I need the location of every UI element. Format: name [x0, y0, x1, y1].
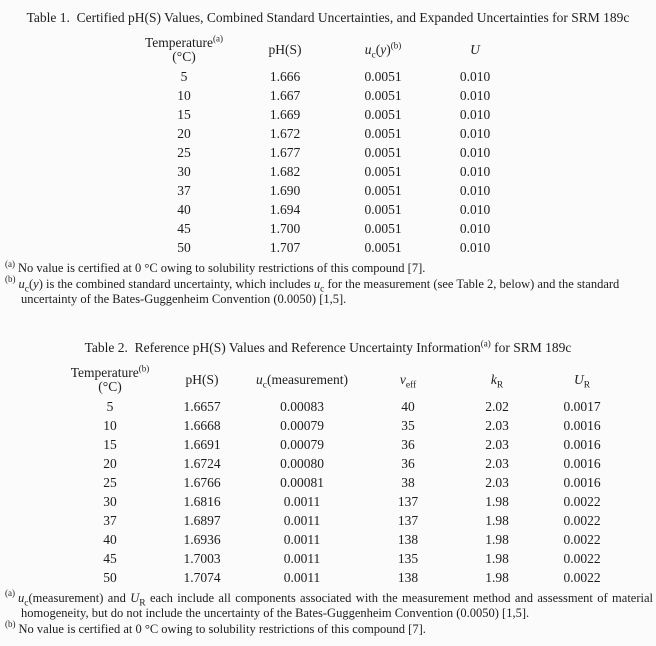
table-row — [135, 86, 521, 105]
table-row — [135, 143, 521, 162]
table-row — [62, 454, 628, 473]
cell-uc: 0.00080 — [280, 455, 324, 471]
footnote-a-text-2: each include all components associated with the measurement method and assessment of material homogeneity, but do not include the uncertainty of the Bates-Guggenheim Convention (0.0050) [1,5]. — [21, 590, 653, 620]
cell-ph: 1.6691 — [183, 436, 221, 452]
cell-veff: 138 — [397, 569, 419, 585]
cell-temp: 50 — [177, 240, 191, 255]
cell-uc: 0.0051 — [364, 221, 402, 236]
cell-ur: 0.0017 — [563, 398, 601, 414]
cell-u: 0.010 — [459, 240, 491, 255]
table2-title — [0, 340, 656, 356]
footnote-ref-b: (b) — [138, 363, 150, 373]
footnote-a-text: No value is certified at 0 °C owing to solubility restrictions of this compound [7]. — [18, 261, 426, 275]
footnote-a-text-1: (measurement) and — [28, 590, 131, 605]
table-row — [62, 511, 628, 530]
cell-ph: 1.6897 — [183, 512, 221, 528]
cell-ph: 1.682 — [269, 164, 301, 179]
table2-col-ph: pH(S) — [185, 371, 219, 387]
cell-uc: 0.0011 — [283, 512, 321, 528]
table-row — [135, 181, 521, 200]
cell-ur: 0.0022 — [563, 531, 601, 547]
temperature-label: Temperature — [144, 35, 213, 50]
table1-title-text: Table 1. Certified pH(S) Values, Combined Standard Uncertainties, and Expanded Uncertainties for SRM 189c — [26, 10, 630, 25]
footnote-marker-b: (b) — [5, 274, 16, 285]
cell-temp: 10 — [103, 417, 117, 433]
cell-ph: 1.690 — [269, 183, 301, 198]
table1-footnote-a — [0, 258, 656, 277]
footnote-b-text: No value is certified at 0 °C owing to solubility restrictions of this compound [7]. — [18, 621, 426, 636]
cell-uc: 0.0051 — [364, 126, 402, 141]
cell-uc: 0.00079 — [280, 417, 324, 433]
cell-veff: 135 — [397, 550, 419, 566]
paren-open: ( — [28, 276, 34, 291]
uc-symbol: u — [256, 371, 263, 387]
cell-uc: 0.00079 — [280, 436, 324, 452]
cell-kr: 1.98 — [485, 550, 509, 566]
cell-ph: 1.672 — [269, 126, 301, 141]
table1-col-expanded-uncertainty: U — [470, 42, 480, 57]
u-symbol: U — [130, 590, 140, 605]
cell-veff: 138 — [397, 531, 419, 547]
uc-subscript: c — [320, 284, 325, 294]
table2-col-kr — [458, 366, 536, 397]
cell-ph: 1.700 — [269, 221, 301, 236]
cell-ph: 1.694 — [269, 202, 301, 217]
table-row — [62, 473, 628, 492]
table1-footnotes — [0, 258, 656, 308]
cell-uc: 0.0011 — [283, 531, 321, 547]
cell-temp: 37 — [103, 512, 117, 528]
uc-subscript: c — [24, 284, 29, 294]
table2-footnotes — [0, 588, 656, 638]
table1-footnote-b — [0, 274, 656, 308]
footnote-ref-a: (a) — [480, 338, 491, 348]
paren-close: ) — [386, 42, 391, 57]
table1-col-uc — [337, 36, 429, 67]
cell-kr: 1.98 — [485, 531, 509, 547]
table2-col-ur — [536, 366, 628, 397]
cell-kr: 2.03 — [485, 455, 509, 471]
cell-ph: 1.707 — [269, 240, 301, 255]
table2-title-suffix: for SRM 189c — [490, 339, 572, 355]
uc-symbol: u — [313, 276, 321, 291]
temperature-label: Temperature — [70, 364, 139, 380]
table1-col-ph: pH(S) — [268, 42, 302, 57]
table-row — [62, 530, 628, 549]
cell-veff: 137 — [397, 493, 419, 509]
cell-veff: 35 — [401, 417, 415, 433]
footnote-marker-a: (a) — [5, 258, 15, 269]
cell-veff: 40 — [401, 398, 415, 414]
y-symbol: y — [33, 276, 39, 291]
cell-veff: 36 — [401, 436, 415, 452]
table-row — [135, 200, 521, 219]
cell-temp: 5 — [180, 69, 188, 84]
table-row — [135, 162, 521, 181]
cell-temp: 25 — [177, 145, 191, 160]
uc-symbol: u — [18, 276, 25, 291]
cell-u: 0.010 — [459, 202, 491, 217]
cell-ur: 0.0022 — [563, 512, 601, 528]
cell-ph: 1.6766 — [183, 474, 221, 490]
cell-temp: 25 — [103, 474, 117, 490]
table2-footnote-b — [0, 619, 656, 638]
temperature-unit: (°C) — [98, 378, 122, 394]
cell-ur: 0.0022 — [563, 550, 601, 566]
uc-subscript: c — [24, 598, 29, 608]
table2-col-veff — [358, 366, 458, 397]
cell-temp: 20 — [177, 126, 191, 141]
table2-col-uc-measurement — [246, 366, 358, 397]
table-row — [135, 124, 521, 143]
cell-uc: 0.0011 — [283, 550, 321, 566]
table2-footnote-a — [0, 588, 656, 622]
k-symbol: k — [490, 371, 497, 387]
cell-temp: 30 — [103, 493, 117, 509]
r-subscript: R — [496, 380, 504, 391]
cell-u: 0.010 — [459, 164, 491, 179]
cell-uc: 0.0051 — [364, 88, 402, 103]
cell-ph: 1.666 — [269, 69, 301, 84]
cell-temp: 37 — [177, 183, 191, 198]
table-row — [62, 435, 628, 454]
table2-header-row — [62, 366, 628, 397]
cell-uc: 0.00081 — [280, 474, 324, 490]
cell-temp: 15 — [177, 107, 191, 122]
table1-title — [0, 0, 656, 26]
footnote-ref-a: (a) — [213, 33, 223, 44]
table-row — [135, 67, 521, 86]
cell-u: 0.010 — [459, 88, 491, 103]
table2 — [62, 363, 628, 587]
temperature-unit: (°C) — [172, 49, 196, 64]
paren-open: ( — [375, 42, 381, 57]
footnote-marker-a: (a) — [5, 588, 15, 599]
cell-kr: 2.03 — [485, 417, 509, 433]
table-row — [135, 219, 521, 238]
cell-temp: 45 — [177, 221, 191, 236]
cell-ur: 0.0016 — [563, 417, 601, 433]
cell-temp: 50 — [103, 569, 117, 585]
cell-ur: 0.0022 — [563, 569, 601, 585]
cell-temp: 10 — [177, 88, 191, 103]
table1-header-row — [135, 36, 521, 67]
cell-veff: 36 — [401, 455, 415, 471]
cell-temp: 30 — [177, 164, 191, 179]
cell-ur: 0.0016 — [563, 436, 601, 452]
table2-title-text: Table 2. Reference pH(S) Values and Reference Uncertainty Information — [84, 339, 481, 355]
cell-uc: 0.0011 — [283, 493, 321, 509]
cell-temp: 45 — [103, 550, 117, 566]
cell-veff: 38 — [401, 474, 415, 490]
cell-ph: 1.677 — [269, 145, 301, 160]
cell-ph: 1.6816 — [183, 493, 221, 509]
cell-ph: 1.6936 — [183, 531, 221, 547]
uc-subscript: c — [262, 380, 267, 391]
cell-ph: 1.7074 — [183, 569, 221, 585]
cell-kr: 2.03 — [485, 474, 509, 490]
nu-symbol: v — [399, 371, 406, 387]
table-row — [62, 416, 628, 435]
uc-subscript: c — [371, 50, 376, 61]
table2-col-temperature — [62, 363, 158, 397]
table-row — [135, 238, 521, 257]
u-symbol: U — [573, 371, 584, 387]
r-subscript: R — [139, 598, 146, 608]
footnote-b-text-1: ) is the combined standard uncertainty, which includes — [38, 276, 314, 291]
cell-ph: 1.6668 — [183, 417, 221, 433]
cell-u: 0.010 — [459, 69, 491, 84]
uc-symbol: u — [18, 590, 25, 605]
cell-kr: 1.98 — [485, 493, 509, 509]
cell-u: 0.010 — [459, 145, 491, 160]
table-row — [62, 397, 628, 416]
uc-symbol: u — [364, 42, 372, 57]
cell-ph: 1.669 — [269, 107, 301, 122]
table-row — [62, 568, 628, 587]
cell-uc: 0.0051 — [364, 69, 402, 84]
y-symbol: y — [380, 42, 387, 57]
cell-kr: 2.03 — [485, 436, 509, 452]
cell-temp: 40 — [177, 202, 191, 217]
cell-uc: 0.0051 — [364, 107, 402, 122]
cell-ph: 1.6724 — [183, 455, 221, 471]
cell-temp: 40 — [103, 531, 117, 547]
uc-measurement-label: (measurement) — [267, 371, 348, 387]
cell-kr: 1.98 — [485, 569, 509, 585]
table-row — [62, 492, 628, 511]
cell-uc: 0.0051 — [364, 183, 402, 198]
cell-kr: 1.98 — [485, 512, 509, 528]
cell-ur: 0.0022 — [563, 493, 601, 509]
cell-uc: 0.0051 — [364, 240, 402, 255]
eff-subscript: eff — [405, 380, 417, 391]
r-subscript: R — [583, 380, 591, 391]
cell-temp: 20 — [103, 455, 117, 471]
cell-ur: 0.0016 — [563, 474, 601, 490]
table1-col-temperature — [135, 33, 233, 67]
cell-veff: 137 — [397, 512, 419, 528]
footnote-b-text-2: for the measurement (see Table 2, below) and the standard uncertainty of the Bates-Guggenheim Convention (0.0050) [1,5]. — [21, 276, 620, 306]
table1 — [135, 33, 521, 257]
cell-u: 0.010 — [459, 107, 491, 122]
cell-uc: 0.0011 — [283, 569, 321, 585]
cell-temp: 15 — [103, 436, 117, 452]
cell-ph: 1.667 — [269, 88, 301, 103]
cell-u: 0.010 — [459, 126, 491, 141]
table-row — [135, 105, 521, 124]
cell-u: 0.010 — [459, 183, 491, 198]
cell-ph: 1.7003 — [183, 550, 221, 566]
footnote-ref-b: (b) — [390, 40, 402, 51]
cell-ph: 1.6657 — [183, 398, 221, 414]
cell-uc: 0.0051 — [364, 145, 402, 160]
cell-temp: 5 — [106, 398, 114, 414]
cell-u: 0.010 — [459, 221, 491, 236]
cell-uc: 0.0051 — [364, 164, 402, 179]
cell-ur: 0.0016 — [563, 455, 601, 471]
cell-kr: 2.02 — [485, 398, 509, 414]
cell-uc: 0.00083 — [280, 398, 324, 414]
cell-uc: 0.0051 — [364, 202, 402, 217]
table-row — [62, 549, 628, 568]
footnote-marker-b: (b) — [5, 619, 16, 630]
